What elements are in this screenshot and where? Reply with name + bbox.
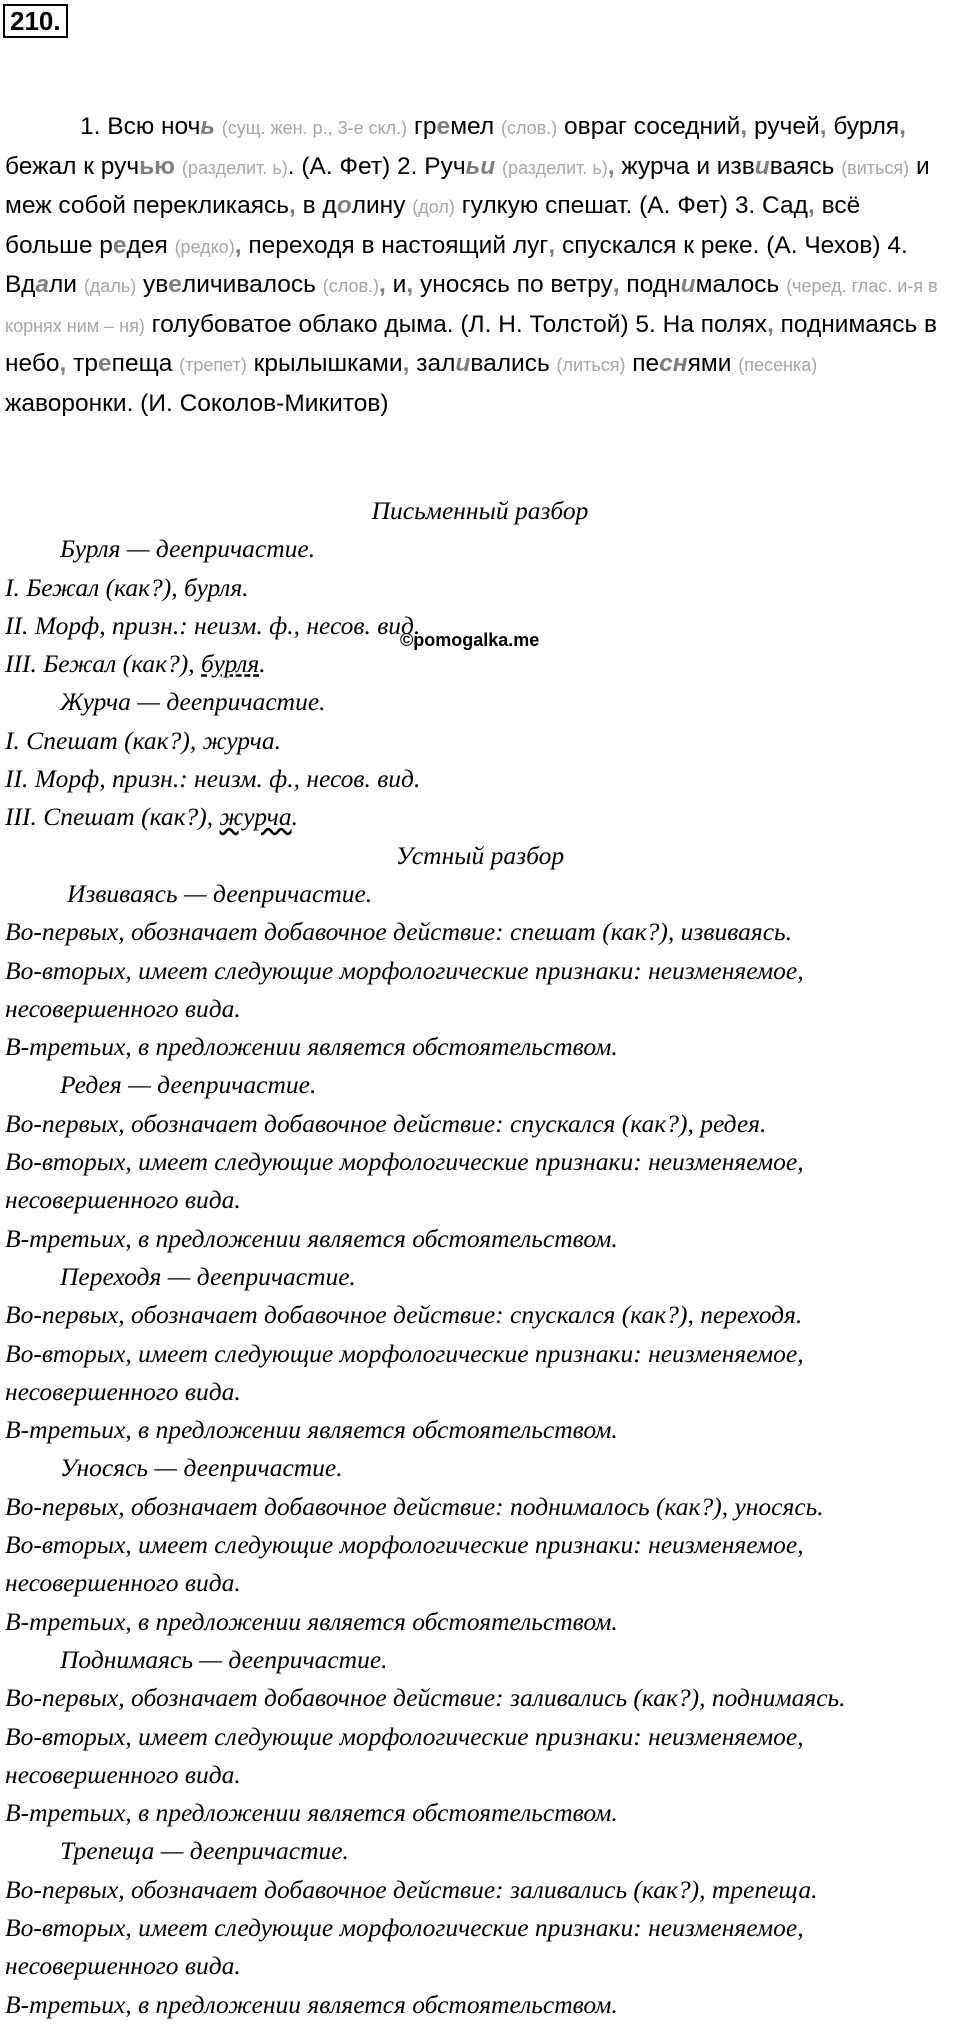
oral-line: Во-первых, обозначает добавочное действие: спускался (как?), переходя. (5, 1300, 803, 1330)
oral-line: Во-первых, обозначает добавочное действие: заливались (как?), поднимаясь. (5, 1683, 846, 1713)
oral-line: несовершенного вида. (5, 1185, 241, 1215)
oral-line: Во-вторых, имеет следующие морфологические признаки: неизменяемое, (5, 1147, 804, 1177)
written-line: I. Бежал (как?), бурля. (5, 572, 249, 602)
oral-line: Во-первых, обозначает добавочное действие: спешат (как?), извиваясь. (5, 917, 792, 947)
oral-title: Уносясь — деепричастие. (60, 1453, 343, 1483)
oral-line: В-третьих, в предложении является обстоятельством. (5, 1606, 618, 1636)
analysis-section (5, 492, 955, 2024)
written-title: Журча — деепричастие. (60, 687, 326, 717)
oral-line: В-третьих, в предложении является обстоятельством. (5, 1415, 618, 1445)
oral-title: Поднимаясь — деепричастие. (60, 1644, 388, 1674)
written-line: II. Морф, призн.: неизм. ф., несов. вид. (5, 764, 421, 794)
oral-line: В-третьих, в предложении является обстоятельством. (5, 1032, 618, 1062)
heading-oral: Устный разбор (395, 840, 565, 870)
oral-line: несовершенного вида. (5, 1376, 241, 1406)
underlined-word: бурля (201, 649, 260, 679)
oral-line: Во-вторых, имеет следующие морфологические признаки: неизменяемое, (5, 1721, 804, 1751)
oral-line: несовершенного вида. (5, 993, 241, 1023)
oral-line: Во-вторых, имеет следующие морфологические признаки: неизменяемое, (5, 1530, 804, 1560)
oral-title: Трепеща — деепричастие. (60, 1836, 349, 1866)
heading-written: Письменный разбор (371, 496, 589, 525)
oral-line: В-третьих, в предложении является обстоятельством. (5, 1989, 618, 2019)
written-line: III. Бежал (как?), бурля. (5, 649, 266, 679)
task-text: 1. Всю ночь (сущ. жен. р., 3-е скл.) гремел (слов.) овраг соседний, ручей, бурля, бежал к ручью (разделит. ь). (А. Фет) 2. Ручьи (разделит. ь), журча и извиваясь (виться) и меж собой перекликаясь, в долину (дол) гулкую спешат. (А. Фет) 3. Сад, всё больше редея (редко), переходя в настоящий луг, спускался к реке. (А. Чехов) 4. Вдали (даль) увеличивалось (слов.), и, уносясь по ветру, поднималось (черед. глас. и-я в корнях ним – ня) голубоватое облако дыма. (Л. Н. Толстой) 5. На полях, поднимаясь в небо, трепеща (трепет) крылышками, заливались (литься) песнями (песенка) жаворонки. (И. Соколов-Микитов) (5, 113, 938, 417)
oral-line: Во-вторых, имеет следующие морфологические признаки: неизменяемое, (5, 1912, 804, 1942)
oral-line: Во-вторых, имеет следующие морфологические признаки: неизменяемое, (5, 1338, 804, 1368)
written-line: III. Спешат (как?), журча. (5, 802, 298, 832)
oral-line: несовершенного вида. (5, 1951, 241, 1981)
oral-title: Переходя — деепричастие. (60, 1261, 356, 1291)
oral-line: Во-первых, обозначает добавочное действие: спускался (как?), редея. (5, 1108, 767, 1138)
oral-line: несовершенного вида. (5, 1759, 241, 1789)
watermark-text: ©pomogalka.me (400, 630, 540, 650)
underlined-word: журча (219, 802, 292, 832)
oral-line: В-третьих, в предложении является обстоятельством. (5, 1798, 618, 1828)
written-line: II. Морф, призн.: неизм. ф., несов. вид. (5, 610, 421, 640)
oral-line: несовершенного вида. (5, 1568, 241, 1598)
written-line: I. Спешат (как?), журча. (5, 725, 281, 755)
oral-line: Во-первых, обозначает добавочное действие: поднималось (как?), уносясь. (5, 1491, 824, 1521)
task-number: 210. (3, 4, 68, 38)
written-title: Бурля — деепричастие. (60, 534, 316, 564)
oral-line: Во-вторых, имеет следующие морфологические признаки: неизменяемое, (5, 955, 804, 985)
oral-line: В-третьих, в предложении является обстоятельством. (5, 1223, 618, 1253)
oral-title: Извиваясь — деепричастие. (67, 878, 373, 908)
oral-title: Редея — деепричастие. (60, 1070, 317, 1100)
oral-line: Во-первых, обозначает добавочное действие: заливались (как?), трепеща. (5, 1874, 818, 1904)
